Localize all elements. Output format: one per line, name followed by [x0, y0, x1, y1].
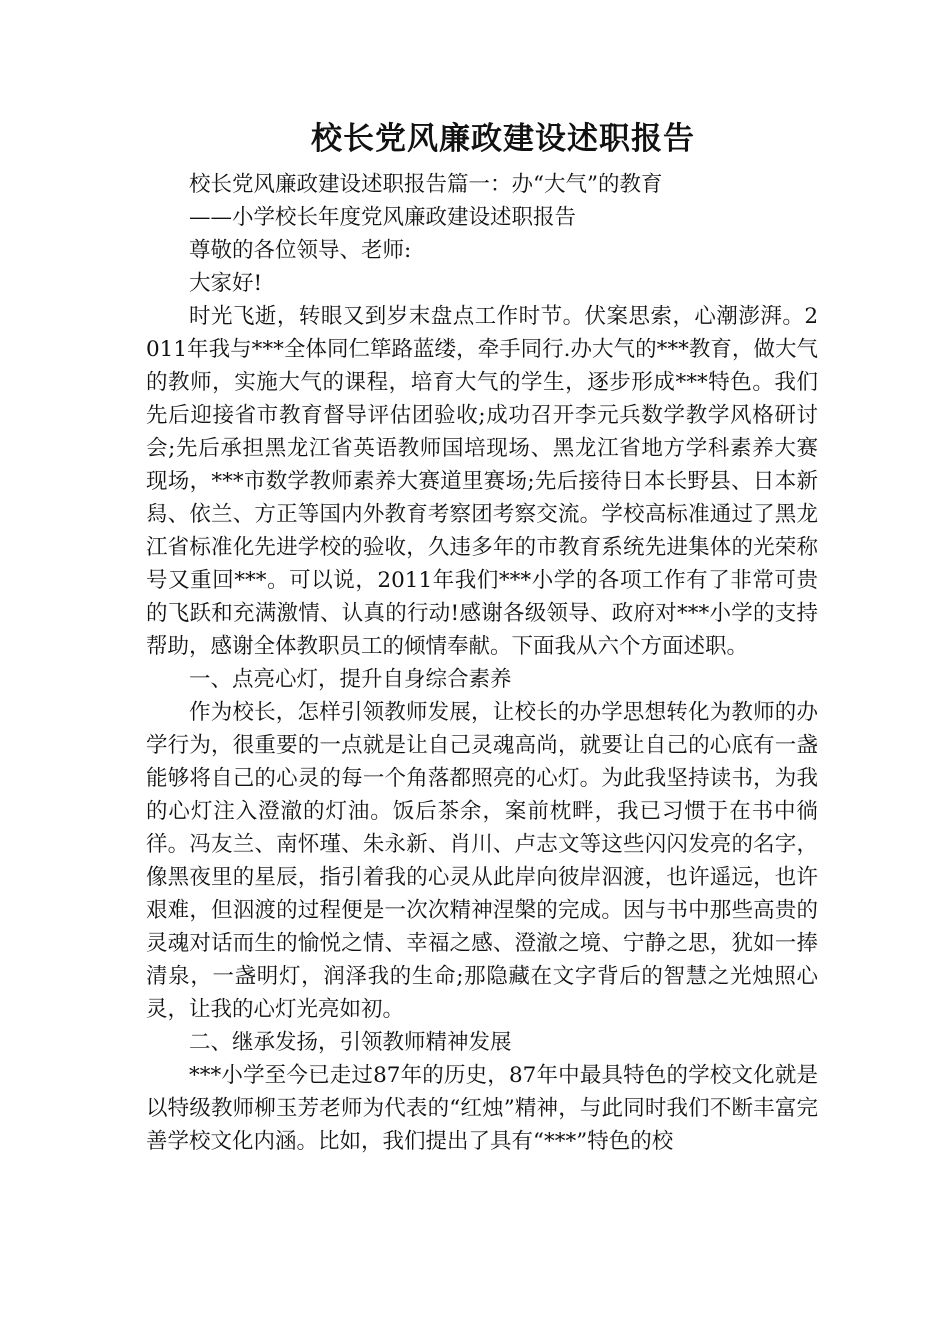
subtitle-line: ——小学校长年度党风廉政建设述职报告 [189, 205, 577, 230]
body-paragraph: 作为校长，怎样引领教师发展，让校长的办学思想转化为教师的办学行为，很重要的一点就是让自己灵魂高尚，就要让自己的心底有一盏能够将自己的心灵的每一个角落都照亮的心灯。为此我坚持读书，为我的心灯注入澄澈的灯油。饭后茶余，案前枕畔，我已习惯于在书中徜徉。冯友兰、南怀瑾、朱永新、肖川、卢志文等这些闪闪发亮的名字，像黑夜里的星辰，指引着我的心灵从此岸向彼岸泅渡，也许遥远，也许艰难，但泅渡的过程便是一次次精神涅槃的完成。因与书中那些高贵的灵魂对话而生的愉悦之情、幸福之感、澄澈之境、宁静之思，犹如一捧清泉，一盏明灯，润泽我的生命;那隐藏在文字背后的智慧之光烛照心灵，让我的心灯光亮如初。 [146, 700, 818, 1022]
document-body [146, 168, 818, 1158]
section-heading: 一、点亮心灯，提升自身综合素养 [189, 667, 512, 692]
document-title: 校长党风廉政建设述职报告 [311, 121, 695, 157]
body-paragraph: 时光飞逝，转眼又到岁末盘点工作时节。伏案思索，心潮澎湃。2011年我与***全体同仁筚路蓝缕，牵手同行.办大气的***教育，做大气的教师，实施大气的课程，培育大气的学生，逐步形成***特色。我们先后迎接省市教育督导评估团验收;成功召开李元兵数学教学风格研讨会;先后承担黑龙江省英语教师国培现场、黑龙江省地方学科素养大赛现场，***市数学教师素养大赛道里赛场;先后接待日本长野县、日本新舄、依兰、方正等国内外教育考察团考察交流。学校高标准通过了黑龙江省标准化先进学校的验收，久违多年的市教育系统先进集体的光荣称号又重回***。可以说，2011年我们***小学的各项工作有了非常可贵的飞跃和充满激情、认真的行动!感谢各级领导、政府对***小学的支持帮助，感谢全体教职员工的倾情奉献。下面我从六个方面述职。 [146, 304, 818, 659]
body-paragraph: ***小学至今已走过87年的历史，87年中最具特色的学校文化就是以特级教师柳玉芳老师为代表的“红烛”精神，与此同时我们不断丰富完善学校文化内涵。比如，我们提出了具有“***”特色的校 [146, 1063, 818, 1154]
greeting: 大家好! [189, 271, 263, 296]
section-heading: 二、继承发扬，引领教师精神发展 [189, 1030, 512, 1055]
subtitle-line: 校长党风廉政建设述职报告篇一：办“大气”的教育 [189, 172, 663, 197]
salutation: 尊敬的各位领导、老师: [189, 238, 412, 263]
